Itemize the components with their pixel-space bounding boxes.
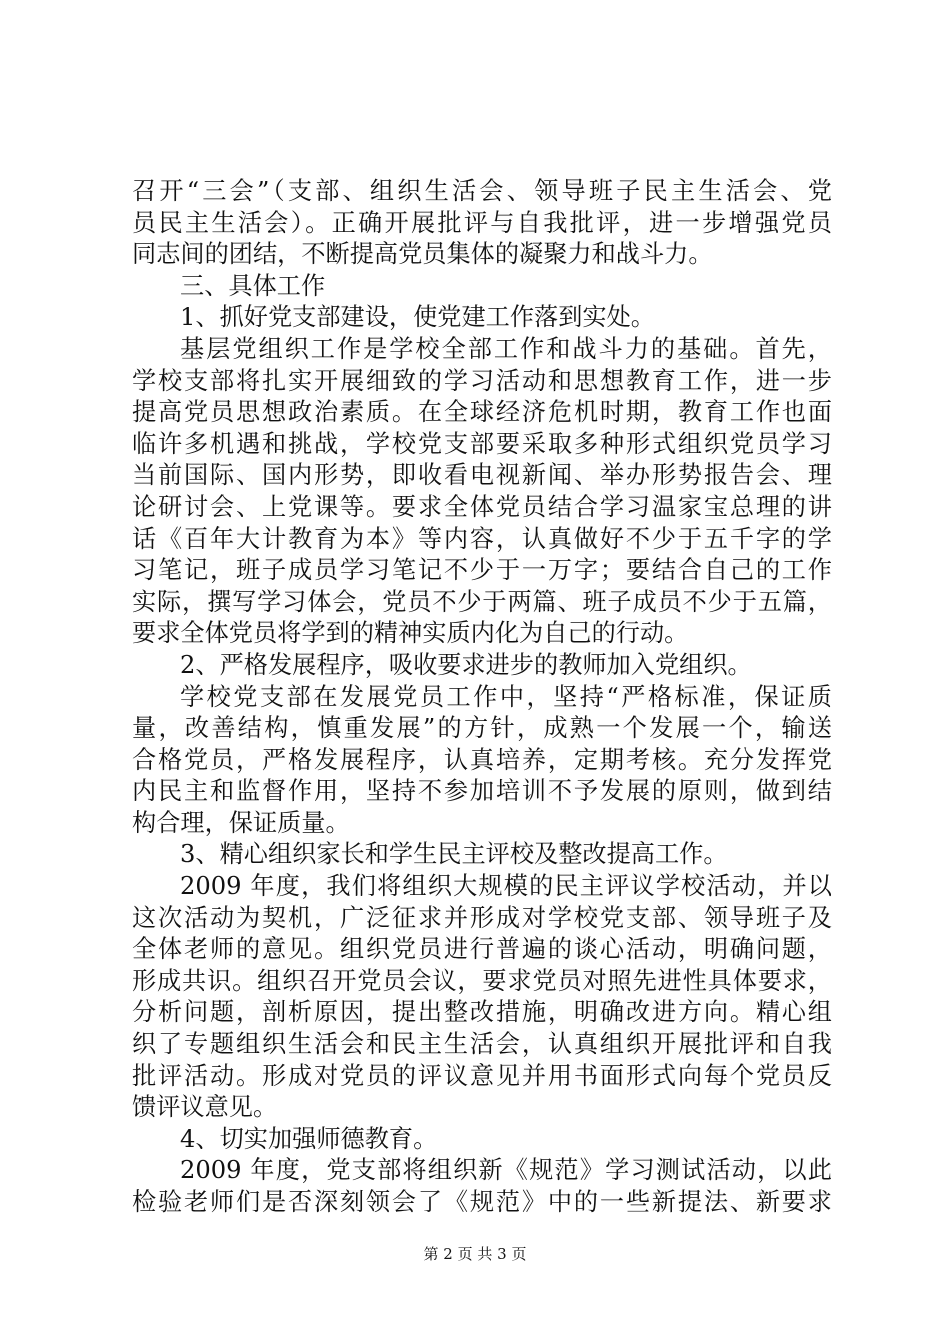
text-line: 1、抓好党支部建设，使党建工作落到实处。 [180, 303, 655, 332]
text-line: 批评活动。形成对党员的评议意见并用书面形式向每个党员反 [132, 1061, 832, 1090]
text-line: 习笔记，班子成员学习笔记不少于一万字；要结合自己的工作 [132, 556, 832, 585]
text-line: 实际，撰写学习体会，党员不少于两篇、班子成员不少于五篇， [132, 587, 832, 616]
text-line: 构合理，保证质量。 [132, 808, 350, 837]
text-line: 内民主和监督作用，坚持不参加培训不予发展的原则，做到结 [132, 777, 832, 806]
text-line: 基层党组织工作是学校全部工作和战斗力的基础。首先， [180, 334, 832, 363]
text-line: 2、严格发展程序，吸收要求进步的教师加入党组织。 [180, 650, 752, 679]
text-line: 3、精心组织家长和学生民主评校及整改提高工作。 [180, 840, 728, 869]
text-line: 员民主生活会）。正确开展批评与自我批评，进一步增强党员 [132, 208, 832, 237]
text-line: 合格党员，严格发展程序，认真培养，定期考核。充分发挥党 [132, 745, 832, 774]
text-line: 4、切实加强师德教育。 [180, 1124, 438, 1153]
text-line: 当前国际、国内形势，即收看电视新闻、举办形势报告会、理 [132, 461, 832, 490]
text-line: 2009 年度，我们将组织大规模的民主评议学校活动，并以 [180, 872, 832, 901]
text-line: 形成共识。组织召开党员会议，要求党员对照先进性具体要求， [132, 966, 832, 995]
text-line: 分析问题，剖析原因，提出整改措施，明确改进方向。精心组 [132, 998, 832, 1027]
text-line: 馈评议意见。 [132, 1093, 278, 1122]
text-line: 同志间的团结，不断提高党员集体的凝聚力和战斗力。 [132, 240, 713, 269]
text-line: 全体老师的意见。组织党员进行普遍的谈心活动，明确问题， [132, 935, 832, 964]
text-line: 话《百年大计教育为本》等内容，认真做好不少于五千字的学 [132, 524, 832, 553]
page-footer: 第 2 页 共 3 页 [423, 1245, 527, 1263]
text-line: 2009 年度，党支部将组织新《规范》学习测试活动，以此 [180, 1156, 832, 1185]
text-line: 临许多机遇和挑战，学校党支部要采取多种形式组织党员学习 [132, 429, 832, 458]
text-line: 召开“三会”（支部、组织生活会、领导班子民主生活会、党 [132, 177, 832, 205]
text-line: 提高党员思想政治素质。在全球经济危机时期，教育工作也面 [132, 398, 832, 427]
text-line: 织了专题组织生活会和民主生活会，认真组织开展批评和自我 [132, 1030, 832, 1059]
text-line: 三、具体工作 [180, 271, 326, 300]
text-line: 检验老师们是否深刻领会了《规范》中的一些新提法、新要求 [132, 1188, 832, 1216]
text-line: 这次活动为契机，广泛征求并形成对学校党支部、领导班子及 [132, 903, 832, 932]
text-line: 论研讨会、上党课等。要求全体党员结合学习温家宝总理的讲 [132, 492, 832, 521]
text-line: 要求全体党员将学到的精神实质内化为自己的行动。 [132, 619, 689, 648]
text-line: 量，改善结构，慎重发展”的方针，成熟一个发展一个，输送 [132, 714, 832, 743]
text-line: 学校党支部在发展党员工作中，坚持“严格标准，保证质 [180, 682, 832, 711]
body-text [132, 176, 832, 1219]
text-line: 学校支部将扎实开展细致的学习活动和思想教育工作，进一步 [132, 366, 832, 395]
